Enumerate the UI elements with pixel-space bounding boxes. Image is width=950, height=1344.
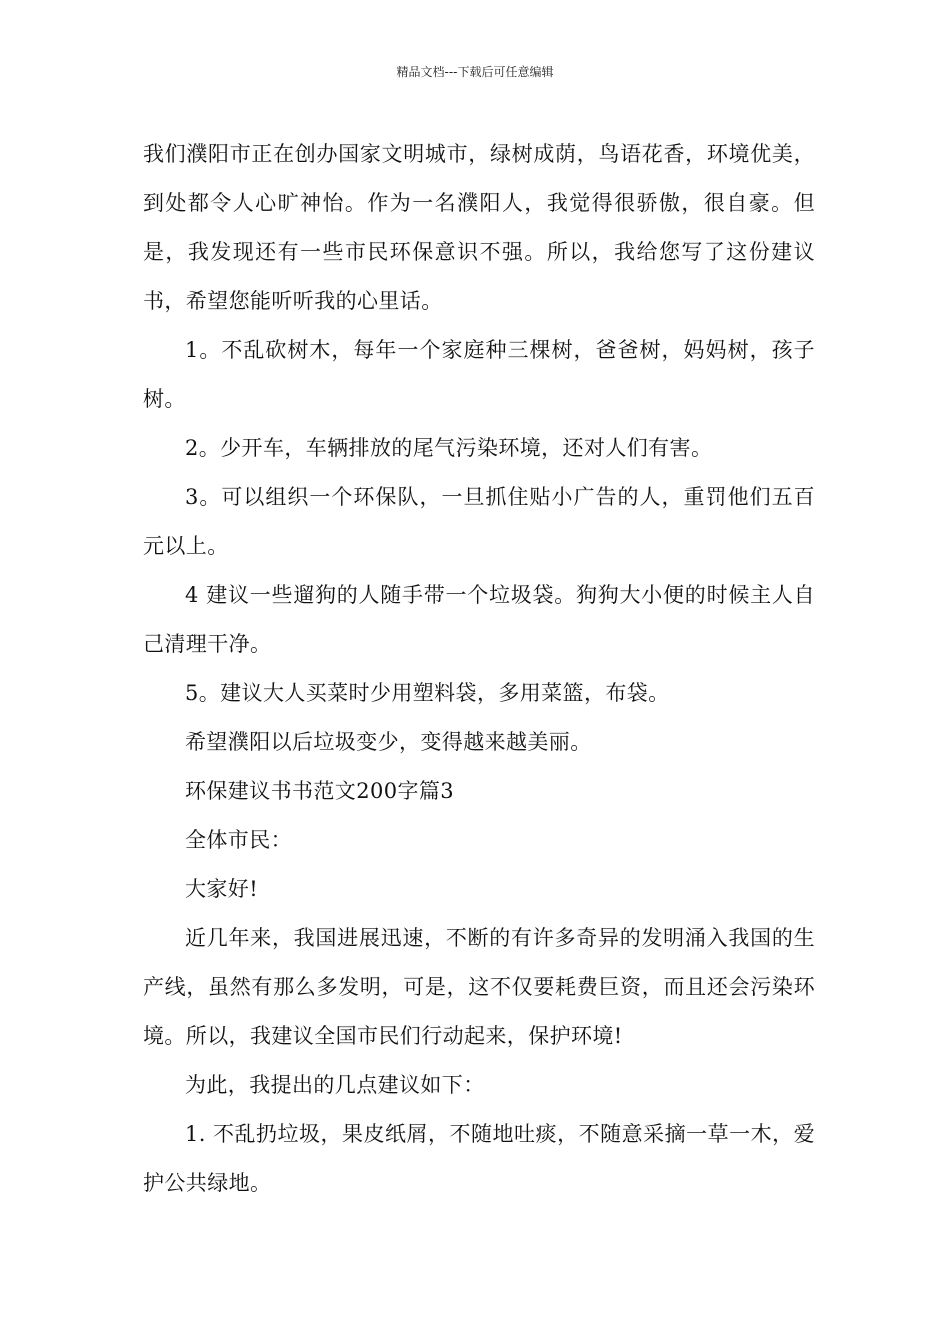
document-body [143,130,815,1208]
paragraph-intro: 我们濮阳市正在创办国家文明城市，绿树成荫，鸟语花香，环境优美，到处都令人心旷神怡。作为一名濮阳人，我觉得很骄傲，很自豪。但是，我发现还有一些市民环保意识不强。所以，我给您写了这份建议书，希望您能听听我的心里话。 [143,142,815,313]
paragraph-closing-wish: 希望濮阳以后垃圾变少，变得越来越美丽。 [185,730,592,754]
salutation: 全体市民： [185,828,292,852]
paragraph-proposals-intro: 为此，我提出的几点建议如下： [185,1073,485,1097]
page-header: 精品文档---下载后可任意编辑 [396,65,554,79]
paragraph-proposal-1: 1. 不乱扔垃圾，果皮纸屑，不随地吐痰，不随意采摘一草一木，爱护公共绿地。 [143,1122,815,1195]
greeting: 大家好! [185,877,259,901]
paragraph-item-3: 3。可以组织一个环保队，一旦抓住贴小广告的人，重罚他们五百元以上。 [143,485,815,558]
paragraph-item-4: 4 建议一些遛狗的人随手带一个垃圾袋。狗狗大小便的时候主人自己清理干净。 [143,583,815,656]
paragraph-item-2: 2。少开车，车辆排放的尾气污染环境，还对人们有害。 [185,436,713,460]
paragraph-item-5: 5。建议大人买菜时少用塑料袋，多用菜篮，布袋。 [185,681,670,705]
paragraph-item-1: 1。不乱砍树木，每年一个家庭种三棵树，爸爸树，妈妈树，孩子树。 [143,338,815,411]
section-title: 环保建议书书范文200字篇3 [185,779,455,803]
paragraph-context: 近几年来，我国进展迅速，不断的有许多奇异的发明涌入我国的生产线，虽然有那么多发明，可是，这不仅要耗费巨资，而且还会污染环境。所以，我建议全国市民们行动起来，保护环境! [143,926,815,1048]
